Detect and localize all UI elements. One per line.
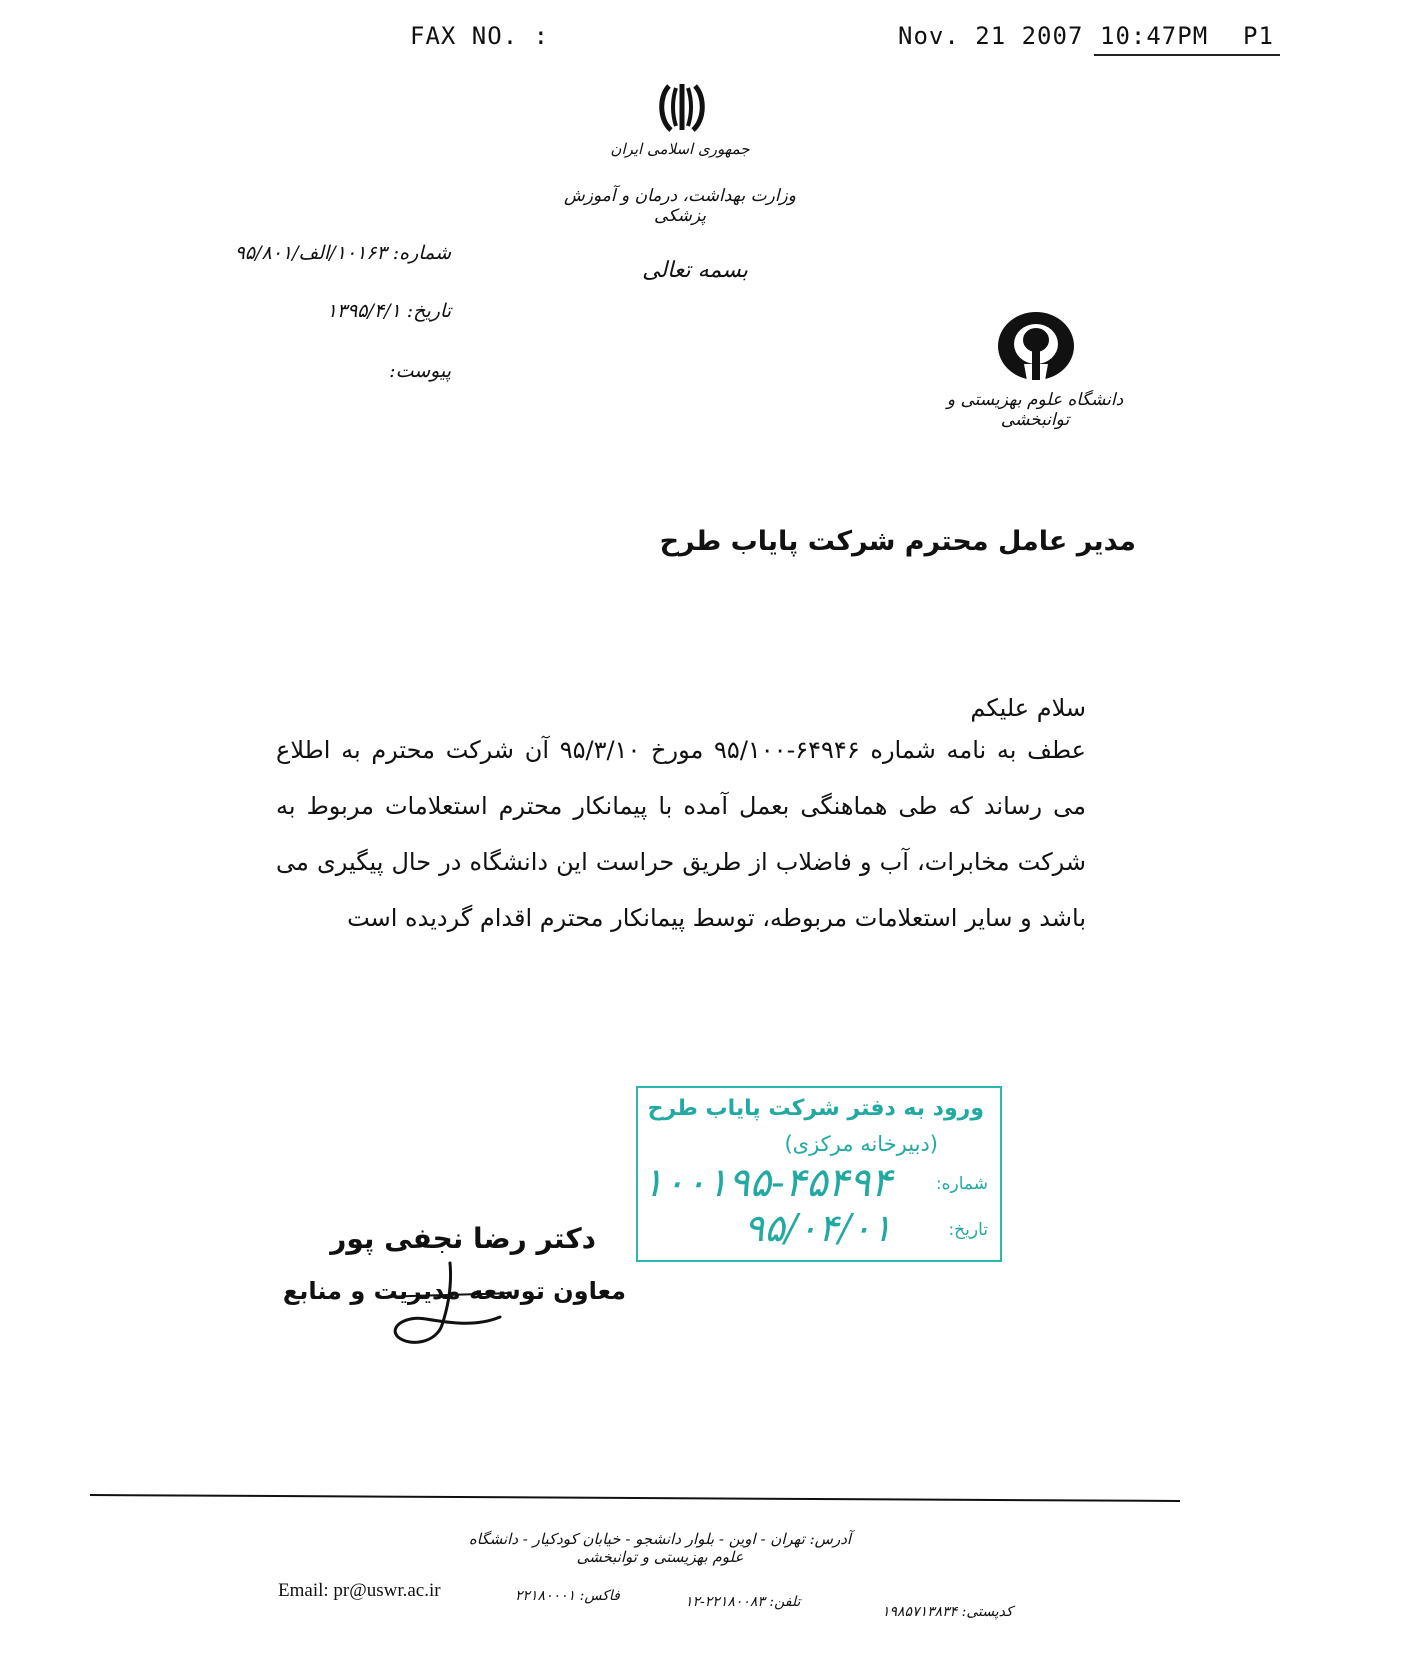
stamp-date-label: تاریخ: [948,1220,988,1240]
reference-number-label: شماره: [392,242,451,264]
stamp-number-value: ۱۰۰۱۹۵-۴۵۴۹۴ [642,1160,892,1206]
university-logo-icon [994,310,1078,386]
received-stamp [636,1086,1002,1262]
signer-title: معاون توسعه مدیریت و منابع [282,1277,626,1305]
handwritten-signature [380,1255,520,1355]
stamp-number-label: شماره: [935,1174,988,1194]
reference-date-value: ۱۳۹۵/۴/۱ [326,300,401,322]
stamp-subtitle: (دبیرخانه مرکزی) [784,1132,938,1156]
footer-fax: فاکس: ۲۲۱۸۰۰۰۱ [515,1588,620,1604]
university-name: دانشگاه علوم بهزیستی و توانبخشی [946,390,1124,430]
fax-date: Nov. 21 2007 [898,22,1084,50]
reference-number-value: ۱۰۱۶۳/الف/۹۵/۸۰۱ [234,242,387,264]
basmala: بسمه تعالی [642,258,748,283]
greeting: سلام علیکم [970,694,1086,722]
fax-number: FAX NO. : [410,22,550,50]
reference-attachment [389,360,451,382]
footer-divider [90,1494,1180,1502]
footer-postcode: کدپستی: ۱۹۸۵۷۱۳۸۳۴ [882,1604,1013,1620]
reference-attachment-label: پیوست: [389,360,451,382]
recipient: مدیر عامل محترم شرکت پایاب طرح [659,526,1136,557]
footer-tel: تلفن: ۲۲۱۸۰۰۸۳-۱۲ [685,1594,801,1610]
stamp-date-value: ۹۵/۰۴/۰۱ [743,1206,892,1250]
reference-date-label: تاریخ: [406,300,451,322]
letter-body: عطف به نامه شماره ۶۴۹۴۶-۹۵/۱۰۰ مورخ ۹۵/۳/۱۰ آن شرکت محترم به اطلاع می رساند که طی هماهنگی بعمل آمده با پیمانکار محترم استعلامات مربوط به شرکت مخابرات، آب و فاضلاب از طریق حراست این دانشگاه در حال پیگیری می باشد و سایر استعلامات مربوطه، توسط پیمانکار محترم اقدام گردیده است [276,736,1087,932]
fax-header [0,18,1416,58]
stamp-title: ورود به دفتر شرکت پایاب طرح [647,1096,984,1121]
fax-time-underline [1094,54,1280,56]
fax-time: 10:47PM [1100,22,1209,50]
iran-emblem-icon [655,80,709,136]
signer-name: دکتر رضا نجفی پور [330,1222,596,1255]
fax-page: P1 [1243,22,1274,50]
reference-date [327,300,451,322]
footer-email: Email: pr@uswr.ac.ir [278,1580,441,1601]
reference-number [235,242,451,264]
footer-address: آدرس: تهران - اوین - بلوار دانشجو - خیابان کودکیار - دانشگاه علوم بهزیستی و توانبخشی [468,1530,852,1566]
ministry-name: وزارت بهداشت، درمان و آموزش پزشکی [564,186,796,226]
country-name: جمهوری اسلامی ایران [610,140,750,158]
